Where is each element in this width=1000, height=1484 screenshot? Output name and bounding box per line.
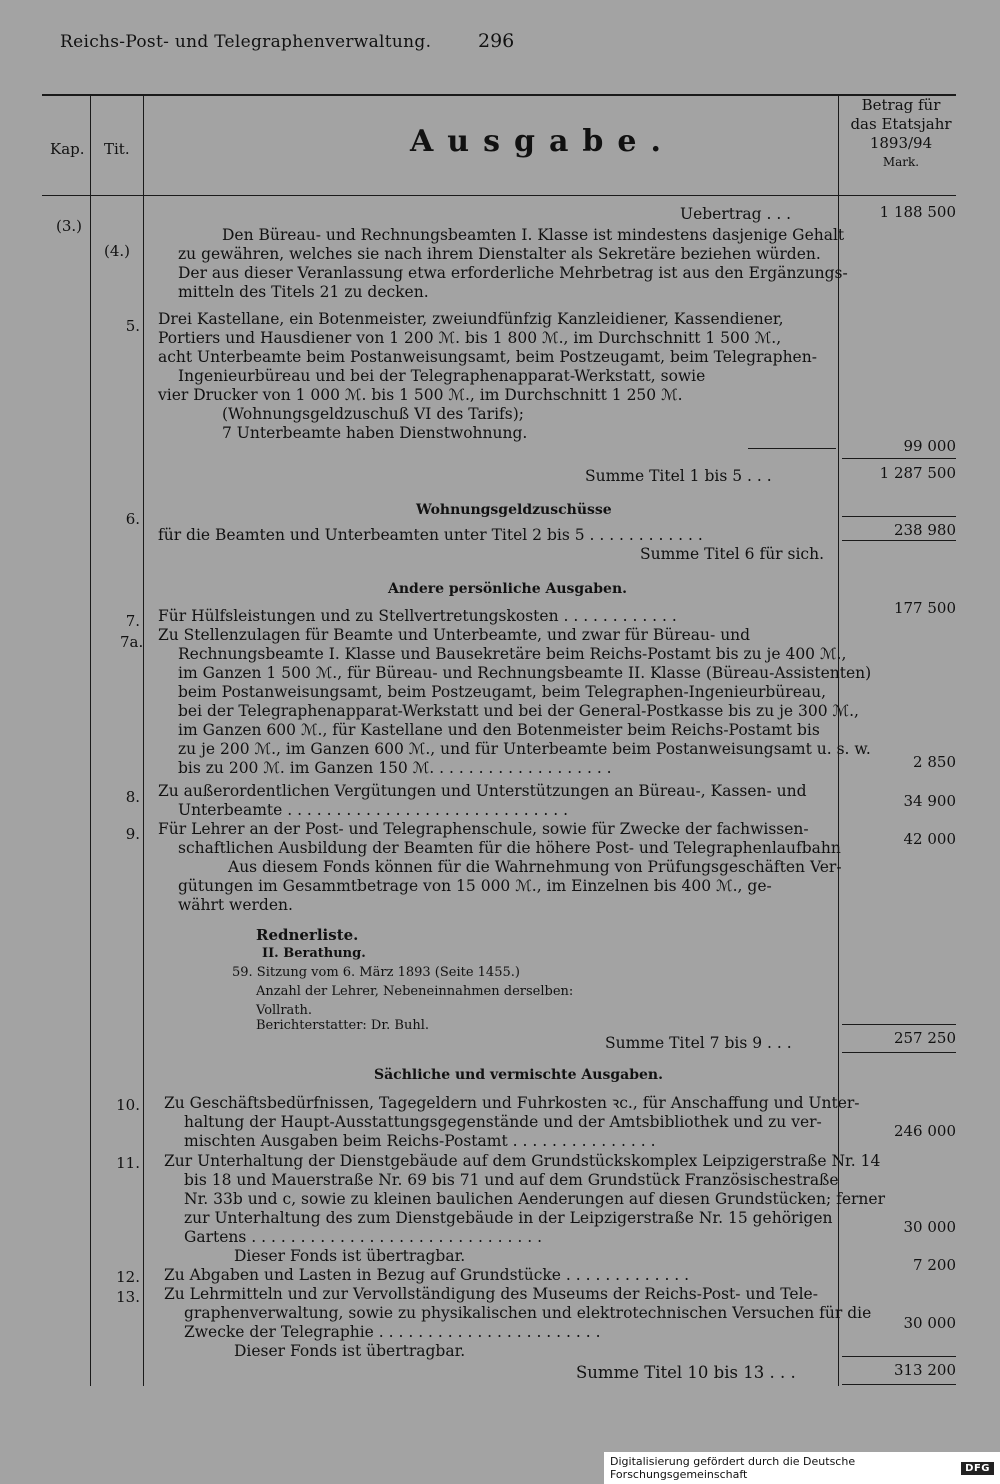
summe-10-13-amount: 313 200 bbox=[893, 1361, 956, 1379]
titel-9-line-2: schaftlichen Ausbildung der Beamten für die höhere Post- und Telegraphenlaufbahn bbox=[178, 839, 841, 857]
subtotal-rule bbox=[748, 448, 836, 449]
titel-12-number: 12. bbox=[116, 1268, 140, 1286]
sum-rule-4 bbox=[842, 1024, 956, 1025]
betrag-line1: Betrag für bbox=[861, 96, 941, 114]
kap-column-divider bbox=[90, 96, 91, 1386]
titel-10-line-1: Zu Geschäftsbedürfnissen, Tagegeldern und Fuhrkosten ꝛc., für Anschaffung und Unter- bbox=[164, 1094, 860, 1112]
titel-13-line-3: Zwecke der Telegraphie . . . . . . . . . . . . . . . . . . . . . . . bbox=[184, 1323, 601, 1341]
titel-7-number: 7. bbox=[125, 612, 140, 630]
titel-5-line-1: Drei Kastellane, ein Botenmeister, zweiundfünfzig Kanzleidiener, Kassendiener, bbox=[158, 310, 784, 328]
titel-5-line-4: Ingenieurbüreau und bei der Telegraphenapparat-Werkstatt, sowie bbox=[178, 367, 706, 385]
titel-9-amount: 42 000 bbox=[903, 830, 956, 848]
titel-7a-amount: 2 850 bbox=[913, 753, 956, 771]
titel-13-line-2: graphenverwaltung, sowie zu physikalischen und elektrotechnischen Versuchen für die bbox=[184, 1304, 872, 1322]
titel-4-line-2: zu gewähren, welches sie nach ihrem Dienstalter als Sekretäre beziehen würden. bbox=[178, 245, 821, 263]
beratung-label: II. Berathung. bbox=[262, 946, 366, 961]
betrag-line3: 1893/94 bbox=[869, 134, 933, 152]
kap-header: Kap. bbox=[50, 140, 85, 158]
kap-number: (3.) bbox=[56, 217, 83, 235]
summe-1-5-label: Summe Titel 1 bis 5 . . . bbox=[585, 467, 772, 485]
sitzung-label: 59. Sitzung vom 6. März 1893 (Seite 1455.) bbox=[232, 965, 520, 980]
titel-8-line-2: Unterbeamte . . . . . . . . . . . . . . . . . . . . . . . . . . . . . bbox=[178, 801, 569, 819]
titel-7a-line-6: im Ganzen 600 ℳ., für Kastellane und den Botenmeister beim Reichs-Postamt bis bbox=[178, 721, 820, 739]
heading-saechliche-ausgaben: Sächliche und vermischte Ausgaben. bbox=[374, 1067, 663, 1083]
titel-11-line-3: Nr. 33b und c, sowie zu kleinen baulichen Aenderungen auf diesen Grundstücken; ferner bbox=[184, 1190, 885, 1208]
betrag-unit: Mark. bbox=[882, 155, 920, 169]
titel-13-note: Dieser Fonds ist übertragbar. bbox=[234, 1342, 466, 1360]
uebertrag-amount: 1 188 500 bbox=[879, 203, 956, 221]
titel-8-amount: 34 900 bbox=[903, 792, 956, 810]
titel-9-line-5: währt werden. bbox=[178, 896, 293, 914]
titel-5-line-3: acht Unterbeamte beim Postanweisungsamt, beim Postzeugamt, beim Telegraphen- bbox=[158, 348, 817, 366]
summe-6-label: Summe Titel 6 für sich. bbox=[640, 545, 825, 563]
titel-7a-line-2: Rechnungsbeamte I. Klasse und Bausekretäre beim Reichs-Postamt bis zu je 400 ℳ., bbox=[178, 645, 847, 663]
titel-10-amount: 246 000 bbox=[893, 1122, 956, 1140]
titel-13-number: 13. bbox=[116, 1288, 140, 1306]
summe-10-13-label: Summe Titel 10 bis 13 . . . bbox=[576, 1363, 796, 1382]
titel-4-number: (4.) bbox=[104, 242, 131, 260]
dfg-logo-icon: DFG bbox=[961, 1462, 994, 1475]
ausgabe-title: Ausgabe. bbox=[410, 124, 675, 159]
titel-9-line-4: gütungen im Gesammtbetrage von 15 000 ℳ., im Einzelnen bis 400 ℳ., ge- bbox=[178, 877, 772, 895]
redner-vollrath: Vollrath. bbox=[256, 1003, 313, 1018]
titel-5-number: 5. bbox=[125, 317, 140, 335]
titel-13-amount: 30 000 bbox=[903, 1314, 956, 1332]
titel-6-amount: 238 980 bbox=[893, 521, 956, 539]
sum-rule-5 bbox=[842, 1052, 956, 1053]
titel-7a-line-3: im Ganzen 1 500 ℳ., für Büreau- und Rechnungsbeamte II. Klasse (Büreau-Assistenten) bbox=[178, 664, 872, 682]
titel-5-line-5: vier Drucker von 1 000 ℳ. bis 1 500 ℳ., im Durchschnitt 1 250 ℳ. bbox=[158, 386, 683, 404]
titel-11-note: Dieser Fonds ist übertragbar. bbox=[234, 1247, 466, 1265]
betrag-header bbox=[842, 96, 960, 172]
summe-7-9-label: Summe Titel 7 bis 9 . . . bbox=[605, 1034, 792, 1052]
berichterstatter-label: Berichterstatter: Dr. Buhl. bbox=[256, 1018, 429, 1033]
titel-10-line-3: mischten Ausgaben beim Reichs-Postamt . . . . . . . . . . . . . . . bbox=[184, 1132, 656, 1150]
titel-9-number: 9. bbox=[125, 825, 140, 843]
digitization-footer bbox=[604, 1452, 1000, 1484]
rednerliste-heading: Rednerliste. bbox=[256, 926, 359, 944]
anzahl-label: Anzahl der Lehrer, Nebeneinnahmen derselben: bbox=[256, 984, 574, 999]
sum-rule-1 bbox=[842, 458, 956, 459]
titel-8-line-1: Zu außerordentlichen Vergütungen und Unterstützungen an Büreau-, Kassen- und bbox=[158, 782, 807, 800]
titel-11-line-4: zur Unterhaltung des zum Dienstgebäude in der Leipzigerstraße Nr. 15 gehörigen bbox=[184, 1209, 833, 1227]
titel-7a-line-8: bis zu 200 ℳ. im Ganzen 150 ℳ. . . . . . . . . . . . . . . . . . . bbox=[178, 759, 612, 777]
titel-4-line-4: mitteln des Titels 21 zu decken. bbox=[178, 283, 429, 301]
summe-7-9-amount: 257 250 bbox=[893, 1029, 956, 1047]
heading-andere-ausgaben: Andere persönliche Ausgaben. bbox=[388, 581, 628, 597]
sum-rule-7 bbox=[842, 1384, 956, 1385]
titel-13-line-1: Zu Lehrmitteln und zur Vervollständigung des Museums der Reichs-Post- und Tele- bbox=[164, 1285, 818, 1303]
titel-8-number: 8. bbox=[125, 788, 140, 806]
titel-10-line-2: haltung der Haupt-Ausstattungsgegenstände und der Amtsbibliothek und zu ver- bbox=[184, 1113, 822, 1131]
titel-4-line-3: Der aus dieser Veranlassung etwa erforderliche Mehrbetrag ist aus den Ergänzungs- bbox=[178, 264, 848, 282]
titel-7a-line-4: beim Postanweisungsamt, beim Postzeugamt, beim Telegraphen-Ingenieurbüreau, bbox=[178, 683, 827, 701]
titel-12-amount: 7 200 bbox=[913, 1256, 956, 1274]
uebertrag-label: Uebertrag . . . bbox=[680, 205, 792, 223]
titel-4-line-1: Den Büreau- und Rechnungsbeamten I. Klasse ist mindestens dasjenige Gehalt bbox=[222, 226, 845, 244]
titel-9-line-3: Aus diesem Fonds können für die Wahrnehmung von Prüfungsgeschäften Ver- bbox=[228, 858, 842, 876]
titel-7-text: Für Hülfsleistungen und zu Stellvertretungskosten . . . . . . . . . . . . bbox=[158, 607, 677, 625]
heading-wohnungsgeldzuschuesse: Wohnungsgeldzuschüsse bbox=[416, 502, 612, 518]
tit-header: Tit. bbox=[104, 140, 130, 158]
tit-column-divider bbox=[143, 96, 144, 1386]
titel-6-text: für die Beamten und Unterbeamten unter Titel 2 bis 5 . . . . . . . . . . . . bbox=[158, 526, 703, 544]
summe-1-5-amount: 1 287 500 bbox=[879, 464, 956, 482]
titel-5-line-7: 7 Unterbeamte haben Dienstwohnung. bbox=[222, 424, 528, 442]
titel-7a-line-1: Zu Stellenzulagen für Beamte und Unterbeamte, und zwar für Büreau- und bbox=[158, 626, 751, 644]
running-title: Reichs-Post- und Telegraphenverwaltung. bbox=[60, 32, 432, 52]
titel-11-line-2: bis 18 und Mauerstraße Nr. 69 bis 71 und auf dem Grundstück Französischestraße bbox=[184, 1171, 839, 1189]
table-top-rule bbox=[42, 94, 956, 96]
titel-5-amount: 99 000 bbox=[903, 437, 956, 455]
titel-11-number: 11. bbox=[116, 1154, 140, 1172]
footer-text: Digitalisierung gefördert durch die Deutsche Forschungsgemeinschaft bbox=[610, 1455, 856, 1481]
titel-11-line-1: Zur Unterhaltung der Dienstgebäude auf dem Grundstückskomplex Leipzigerstraße Nr. 14 bbox=[164, 1152, 881, 1170]
titel-7a-line-5: bei der Telegraphenapparat-Werkstatt und bei der General-Postkasse bis zu je 300 ℳ., bbox=[178, 702, 859, 720]
titel-11-line-5: Gartens . . . . . . . . . . . . . . . . . . . . . . . . . . . . . . bbox=[184, 1228, 542, 1246]
sum-rule-3 bbox=[842, 540, 956, 541]
titel-7-amount: 177 500 bbox=[893, 599, 956, 617]
titel-5-line-2: Portiers und Hausdiener von 1 200 ℳ. bis 1 800 ℳ., im Durchschnitt 1 500 ℳ., bbox=[158, 329, 782, 347]
titel-11-amount: 30 000 bbox=[903, 1218, 956, 1236]
titel-7a-line-7: zu je 200 ℳ., im Ganzen 600 ℳ., und für Unterbeamte beim Postanweisungsamt u. s. w. bbox=[178, 740, 871, 758]
titel-7a-number: 7a. bbox=[120, 633, 144, 651]
sum-rule-2 bbox=[842, 516, 956, 517]
page-number: 296 bbox=[478, 30, 515, 52]
betrag-line2: das Etatsjahr bbox=[850, 115, 952, 133]
titel-10-number: 10. bbox=[116, 1096, 140, 1114]
sum-rule-6 bbox=[842, 1356, 956, 1357]
titel-6-number: 6. bbox=[125, 510, 140, 528]
titel-12-text: Zu Abgaben und Lasten in Bezug auf Grundstücke . . . . . . . . . . . . . bbox=[164, 1266, 690, 1284]
titel-9-line-1: Für Lehrer an der Post- und Telegraphenschule, sowie für Zwecke der fachwissen- bbox=[158, 820, 809, 838]
titel-5-line-6: (Wohnungsgeldzuschuß VI des Tarifs); bbox=[222, 405, 524, 423]
header-bottom-rule bbox=[42, 195, 956, 196]
